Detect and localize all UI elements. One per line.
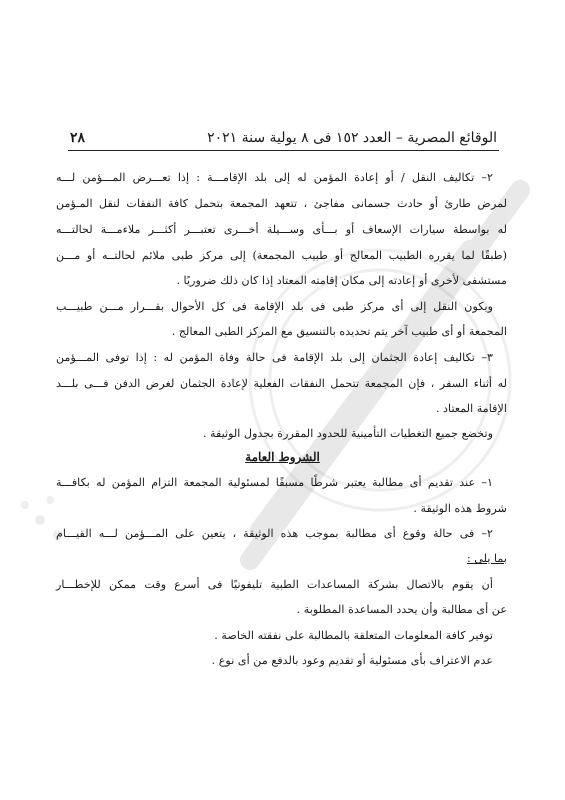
section-heading: الشروط العامة xyxy=(245,450,320,464)
text-line: عدم الاعتراف بأى مسئولية أو تقديم وعود بالدفع من أى نوع . xyxy=(211,654,493,667)
page-number: ٢٨ xyxy=(70,130,86,146)
text-line: وتخضع جميع التغطيات التأمينية للحدود المقررة بجدول الوثيقة . xyxy=(202,427,493,440)
text-line: بما يلى : xyxy=(466,552,507,565)
gazette-title: الوقائع المصرية – العدد ١٥٢ فى ٨ يولية سنة ٢٠٢١ xyxy=(207,130,497,146)
text-line: شروط هذه الوثيقة . xyxy=(413,502,507,515)
text-line: (طبقًا لما يقرره الطبيب المعالج أو طبيب المجمعة) إلى مركز طبى ملائم لحالتــه أو مـــن xyxy=(56,249,507,262)
page-header xyxy=(68,128,499,151)
text-line: أن يقوم بالاتصال بشركة المساعدات الطبية تليفونيًا فى أسرع وقت ممكن للإخطـــار xyxy=(56,578,493,591)
text-line: ٣– تكاليف إعادة الجثمان إلى بلد الإقامة فى حالة وفاة المؤمن له : إذا توفى المـــؤمن xyxy=(56,351,493,364)
text-line: لمرض طارئ أو حادث جسمانى مفاجئ ، تتعهد المجمعة بتحمل كافة النفقات لنقل المـؤمن xyxy=(56,197,507,210)
text-line: له بواسطة سيارات الإسعاف أو بـــأى وســـيلة أخـــرى تعتبـــر أكثـــر ملاءمـــة لحالتـــه xyxy=(56,223,507,236)
text-line: عن أى مطالبة وأن يحدد المساعدة المطلوبة . xyxy=(296,603,507,616)
text-line: ٢– فى حالة وقوع أى مطالبة بموجب هذه الوثيقة ، يتعين على المـــؤمن لـــه القيـــام xyxy=(56,527,493,540)
text-line: المجمعة أو أى طبيب آخر يتم تحديده بالتنسيق مع المركز الطبى المعالج . xyxy=(171,325,507,338)
text-line: ويكون النقل إلى أى مركز طبى فى بلد الإقامة فى كل الأحوال بقـــرار مـــن طبيـــب xyxy=(56,300,493,313)
text-line: توفير كافة المعلومات المتعلقة بالمطالبة على نفقته الخاصة . xyxy=(214,629,493,642)
text-line: ١– عند تقديم أى مطالبة يعتبر شرطًا مسبقًا لمسئولية المجمعة التزام المؤمن له بكافـــة xyxy=(56,476,493,489)
text-line: مستشفى لأخرى أو إعادته إلى مكان إقامته المعتاد إذا كان ذلك ضروريًا . xyxy=(176,274,507,287)
text-line: الإقامة المعتاد . xyxy=(435,402,507,415)
text-line: ٢– تكاليف النقل / أو إعادة المؤمن له إلى بلد الإقامـــة : إذا تعـــرض المـــؤمن لـــه xyxy=(56,171,493,184)
text-line: له أثناء السفر ، فإن المجمعة تتحمل النفقات الفعلية لإعادة الجثمان لغرض الدفن فـــى بلـــد xyxy=(56,377,507,390)
